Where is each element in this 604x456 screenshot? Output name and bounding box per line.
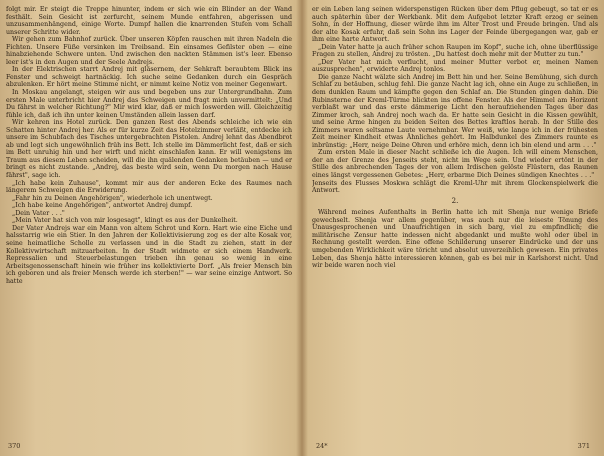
paragraph: Die ganze Nacht wälzte sich Andrej im Bett hin und her. Seine Bemühung, sich durch Schlaf zu betäuben, schlug fehl. Die ganze Nacht lag ich, ohne ein Auge zu schließen, in dem dunklen Raum und kämpfte gegen den Schlaf an. Die Stunden gingen dahin. Die Rubinsterne der Kreml-Türme blickten ins offene Fenster. Als der Himmel am Horizont verblaßt war und das erste dämmerige Licht den heraufziehenden Tages über das Zimmer kroch, sah Andrej noch wach da. Er hatte sein Gesicht in die Kissen gewühlt, und seine Arme hingen zu beiden Seiten des Bettes kraftlos herab. In der Stille des Zimmers waren seltsame Laute vernehmbar. Wer weiß, wie lange ich in der frühesten Zeit meiner Kindheit etwas Ähnliches gehört. Im Halbdunkel des Zimmers raunte es inbrünstig: „Herr, neige Deine Ohren und erhöre mich, denn ich bin elend und arm . . ." <box>312 73 598 149</box>
paragraph: In Moskau angelangt, steigen wir aus und begeben uns zur Untergrundbahn. Zum ersten Male unterbricht hier Andrej das Schweigen und fragt mich unvermittelt: „Und Du fährst in welcher Richtung?" Mir wird klar, daß er mich loswerden will. Gleichzeitig fühle ich, daß ich ihn unter keinen Umständen allein lassen darf. <box>6 89 292 119</box>
section-heading: 2. <box>451 196 459 205</box>
paragraph: Der Vater Andrejs war ein Mann von altem Schrot und Korn. Hart wie eine Eiche und halsstarrig wie ein Stier. In den Jahren der Kollektivisierung zog es der alte Kosak vor, seine heimatliche Scholle zu verlassen und in die Stadt zu ziehen, statt in der Kollektivwirtschaft mitzuarbeiten. In der Stadt widmete er sich einem Handwerk. Repressalien und Steuerbelastungen trieben ihn genau so wenig in eine Arbeitsgenossenschaft hinein wie früher ins kollektivierte Dorf. „Als freier Mensch bin ich geboren und als freier Mensch werde ich sterben!" — war seine einzige Antwort. So hatte <box>6 224 292 285</box>
paragraph: „Mein Vater hat sich von mir losgesagt", klingt es aus der Dunkelheit. <box>12 217 238 225</box>
signature-mark: 24* <box>316 442 328 450</box>
paragraph: folgt mir. Er steigt die Treppe hinunter, indem er sich wie ein Blinder an der Wand festhält. Sein Gesicht ist zerfurcht, seinem Munde entfahren, abgerissen und unzusammenhängend, einige Worte. Dumpf hallen die knarrenden Stufen vom Schall unserer Schritte wider. <box>6 6 292 36</box>
right-page-number: 371 <box>577 442 590 450</box>
paragraph: er ein Leben lang seinen widerspenstigen Rücken über dem Pflug gebeugt, so tat er es auch späterhin über der Werkbank. Mit dem Aufgebot letzter Kraft erzog er seinen Sohn, in der Hoffnung, dieser würde ihm im Alter Trost und Freude bringen. Und als der alte Kosak erfuhr, daß sein Sohn ins Lager der Feinde übergegangen war, gab er ihm eine harte Antwort. <box>312 6 598 44</box>
paragraph: Wir gehen zum Bahnhof zurück. Über unseren Köpfen rauschen mit ihren Nadeln die Fichten. Unsere Füße versinken im Treibsand. Ein einsames Gefilster oben — eine hinabziehende Schwere unten. Und zwischen den nackten Stämmen ist's leer. Ebenso leer ist's in den Augen und der Seele Andrejs. <box>6 36 292 66</box>
paragraph: „Der Vater hat mich verflucht, und meiner Mutter verbot er, meinen Namen auszusprechen", erwiderte Andrej tonlos. <box>312 58 598 74</box>
paragraph: „Ich habe kein Zuhause", kommt mir aus der anderen Ecke des Raumes nach längerem Schweigen die Erwiderung. <box>6 179 292 195</box>
paragraph: Wir kehren ins Hotel zurück. Den ganzen Rest des Abends schleiche ich wie ein Schatten hinter Andrej her. Als er für kurze Zeit das Hotelzimmer verläßt, entdecke ich unsere im Schubfach des Tisches untergebrachten Pistolen. Andrej lehnt das Abendbrot ab und legt sich ungewöhnlich früh ins Bett. Ich stelle im Dämmerlicht fest, daß er sich im Bett unruhig hin und her wirft und nicht einschlafen kann. Er will wenigstens im Traum aus diesem Leben scheiden, will die ihn quälenden Gedanken betäuben — und er bringt es nicht zustande. „Andrej, das beste wird sein, wenn Du morgen nach Hause fährst", sage ich. <box>6 119 292 180</box>
paragraph: Zum ersten Male in dieser Nacht schließe ich die Augen. Ich will einem Menschen, der an der Grenze des Jenseits steht, nicht im Wege sein. Und wieder ertönt in der Stille des anbrechenden Tages der von allem Irdischen gelöste Flüstern, das Raunen eines längst vergessenen Gebetes: „Herr, erbarme Dich Deines sündigen Knechtes . . ." <box>312 149 598 180</box>
left-page-number: 370 <box>8 442 21 450</box>
right-page <box>312 6 598 450</box>
left-page-text <box>6 6 292 285</box>
paragraph: Während meines Aufenthalts in Berlin hatte ich mit Shenja nur wenige Briefe gewechselt. Shenja war allem gegenüber, was auch nur die leiseste Tönung des Unausgesprochenen und Unaufrichtigen in sich barg, viel zu empfindlich; die militärische Zensur hatte indessen nicht abgedankt und mußte wohl oder übel in Rechnung gestellt werden. Eine offene Schilderung unserer Eindrücke und der uns umgebenden Wirklichkeit wäre töricht und absolut unverzeihlich gewesen. Ein privates Leben, das Shenja hätte interessieren können, gab es bei mir in Karlshorst nicht. Und wir beide waren noch viel <box>312 209 598 270</box>
paragraph: „Dein Vater hatte ja auch früher schon Raupen im Kopf", suche ich, ohne überflüssige Fragen zu stellen, Andrej zu trösten. „Du hattest doch mehr mit der Mutter zu tun." <box>312 43 598 59</box>
paragraph: „Ich habe keine Angehörigen", antwortet Andrej dumpf. <box>12 202 193 210</box>
paragraph: Jenseits des Flusses Moskwa schlägt die Kreml-Uhr mit ihrem Glockenspielwerk die Antwort. <box>312 179 598 195</box>
paragraph: „Dein Vater . . ." <box>12 209 65 217</box>
paragraph: In der Elektrischen starrt Andrej mit gläsernem, der Sehkraft beraubtem Blick ins Fenster und schweigt hartnäckig. Ich suche seine Gedanken durch ein Gespräch abzulenken. Er hört meine Stimme nicht, er nimmt keine Notiz von meiner Gegenwart. <box>6 66 292 89</box>
paragraph: „Fahr hin zu Deinen Angehörigen", wiederhole ich unentwegt. <box>12 194 213 202</box>
right-page-text <box>312 6 598 270</box>
left-page <box>6 6 292 450</box>
